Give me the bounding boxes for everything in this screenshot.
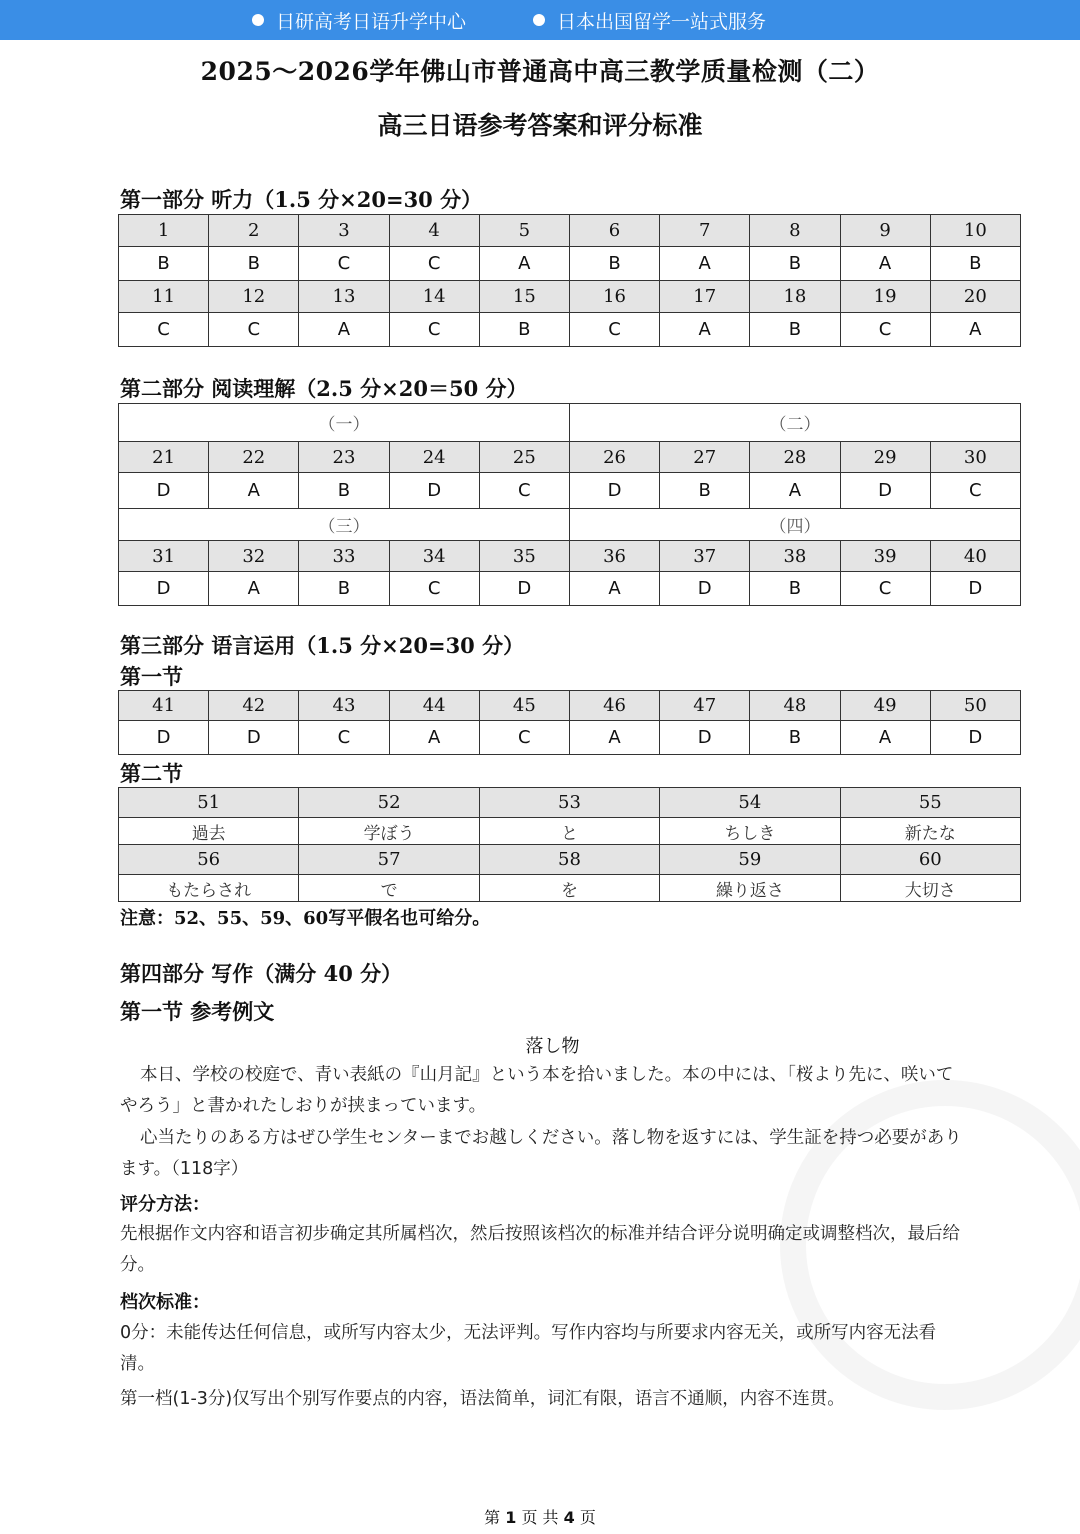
question-number: 4 (389, 215, 479, 247)
banner-item-left (252, 0, 466, 40)
answer-cell: D (119, 473, 209, 509)
answer-cell: B (209, 247, 299, 281)
question-number: 37 (660, 541, 750, 572)
answer-cell: と (479, 818, 659, 845)
answer-cell: もたらされ (119, 875, 299, 902)
part1-answer-table (118, 214, 1021, 347)
question-number: 55 (840, 788, 1020, 818)
answer-cell: A (930, 313, 1020, 347)
answer-cell: C (840, 572, 930, 606)
answer-cell: C (569, 313, 659, 347)
part4-heading: 第四部分 写作（满分 40 分） (120, 961, 403, 986)
answer-cell: B (479, 313, 569, 347)
answer-cell: 過去 (119, 818, 299, 845)
question-number: 23 (299, 442, 389, 473)
answer-cell: A (660, 247, 750, 281)
question-number: 7 (660, 215, 750, 247)
banner-left-text: 日研高考日语升学中心 (276, 10, 467, 33)
question-number: 48 (750, 691, 840, 721)
total-page-number: 4 (563, 1508, 575, 1527)
answer-cell: B (660, 473, 750, 509)
answer-cell: D (930, 572, 1020, 606)
question-number: 38 (750, 541, 840, 572)
question-number: 53 (479, 788, 659, 818)
answer-cell: で (299, 875, 479, 902)
part3-section1-table (118, 690, 1021, 755)
banner-right-text: 日本出国留学一站式服务 (557, 10, 767, 33)
answer-cell: D (840, 473, 930, 509)
part1-heading: 第一部分 听力（1.5 分×20=30 分） (120, 187, 483, 212)
question-number: 21 (119, 442, 209, 473)
part2-answer-table (118, 403, 1021, 606)
answer-cell: C (119, 313, 209, 347)
answer-cell: B (750, 247, 840, 281)
question-number: 10 (930, 215, 1020, 247)
passage-group-label: （四） (569, 509, 1020, 541)
answer-cell: D (389, 473, 479, 509)
answer-cell: B (119, 247, 209, 281)
question-number: 34 (389, 541, 479, 572)
banner-item-right (533, 0, 766, 40)
footer-middle: 页 共 (521, 1508, 559, 1527)
answer-cell: A (569, 572, 659, 606)
scoring-method-text: 先根据作文内容和语言初步确定其所属档次，然后按照该档次的标准并结合评分说明确定或调整档次，最后给分。 (120, 1224, 960, 1275)
document-title: 2025～2026学年佛山市普通高中高三教学质量检测（二） (200, 57, 880, 86)
question-number: 20 (930, 281, 1020, 313)
answer-cell: C (209, 313, 299, 347)
table-row (119, 473, 1021, 509)
question-number: 51 (119, 788, 299, 818)
table-row (119, 313, 1021, 347)
question-number: 52 (299, 788, 479, 818)
part3-heading: 第三部分 语言运用（1.5 分×20=30 分） (120, 633, 525, 658)
question-number: 54 (660, 788, 840, 818)
answer-cell: C (479, 473, 569, 509)
table-row (119, 541, 1021, 572)
question-number: 17 (660, 281, 750, 313)
question-number: 2 (209, 215, 299, 247)
answer-cell: 大切さ (840, 875, 1020, 902)
table-row (119, 509, 1021, 541)
table-row (119, 247, 1021, 281)
answer-cell: C (389, 247, 479, 281)
table-row (119, 875, 1021, 902)
question-number: 41 (119, 691, 209, 721)
question-number: 45 (479, 691, 569, 721)
answer-cell: B (569, 247, 659, 281)
scoring-note: 注意：52、55、59、60写平假名也可给分。 (120, 908, 491, 929)
answer-cell: B (299, 473, 389, 509)
question-number: 44 (389, 691, 479, 721)
part4-section1-heading: 第一节 参考例文 (120, 999, 275, 1024)
question-number: 42 (209, 691, 299, 721)
answer-cell: C (930, 473, 1020, 509)
answer-cell: A (389, 721, 479, 755)
question-number: 46 (569, 691, 659, 721)
answer-cell: A (569, 721, 659, 755)
answer-cell: A (479, 247, 569, 281)
question-number: 16 (569, 281, 659, 313)
question-number: 32 (209, 541, 299, 572)
top-banner (0, 0, 1080, 40)
answer-cell: C (299, 721, 389, 755)
question-number: 9 (840, 215, 930, 247)
table-row (119, 281, 1021, 313)
question-number: 8 (750, 215, 840, 247)
answer-cell: ちしき (660, 818, 840, 845)
question-number: 60 (840, 845, 1020, 875)
answer-cell: B (299, 572, 389, 606)
question-number: 26 (569, 442, 659, 473)
essay-title: 落し物 (525, 1036, 580, 1057)
scoring-method-label: 评分方法： (120, 1194, 210, 1215)
answer-cell: A (660, 313, 750, 347)
question-number: 5 (479, 215, 569, 247)
question-number: 47 (660, 691, 750, 721)
part3-section1-heading: 第一节 (120, 664, 183, 689)
answer-cell: 新たな (840, 818, 1020, 845)
table-row (119, 845, 1021, 875)
answer-cell: D (660, 721, 750, 755)
question-number: 3 (299, 215, 389, 247)
answer-cell: を (479, 875, 659, 902)
document-subtitle: 高三日语参考答案和评分标准 (377, 111, 703, 140)
answer-cell: 繰り返さ (660, 875, 840, 902)
question-number: 1 (119, 215, 209, 247)
question-number: 33 (299, 541, 389, 572)
answer-cell: D (119, 572, 209, 606)
answer-cell: B (930, 247, 1020, 281)
answer-cell: 学ぼう (299, 818, 479, 845)
question-number: 15 (479, 281, 569, 313)
bullet-icon (252, 14, 264, 26)
part2-heading: 第二部分 阅读理解（2.5 分×20＝50 分） (120, 376, 528, 401)
page-footer (0, 1505, 1080, 1528)
part3-section2-heading: 第二节 (120, 761, 183, 786)
table-row (119, 215, 1021, 247)
question-number: 43 (299, 691, 389, 721)
answer-cell: A (840, 721, 930, 755)
grade-1-text: 第一档(1-3分)仅写出个别写作要点的内容，语法简单，词汇有限，语言不通顺，内容不连贯。 (120, 1389, 845, 1409)
question-number: 30 (930, 442, 1020, 473)
question-number: 19 (840, 281, 930, 313)
answer-cell: D (209, 721, 299, 755)
footer-prefix: 第 (484, 1508, 501, 1527)
question-number: 6 (569, 215, 659, 247)
question-number: 59 (660, 845, 840, 875)
question-number: 24 (389, 442, 479, 473)
essay-paragraph: 心当たりのある方はぜひ学生センターまでお越しください。落し物を返すには、学生証を持つ必要があります。（118字） (120, 1128, 962, 1179)
answer-cell: A (299, 313, 389, 347)
passage-group-label: （三） (119, 509, 570, 541)
grade-criteria-label: 档次标准： (120, 1292, 210, 1313)
question-number: 56 (119, 845, 299, 875)
question-number: 58 (479, 845, 659, 875)
passage-group-label: （二） (569, 404, 1020, 442)
question-number: 29 (840, 442, 930, 473)
question-number: 28 (750, 442, 840, 473)
table-row (119, 404, 1021, 442)
answer-cell: C (840, 313, 930, 347)
table-row (119, 442, 1021, 473)
current-page-number: 1 (505, 1508, 517, 1527)
passage-group-label: （一） (119, 404, 570, 442)
answer-cell: C (389, 313, 479, 347)
question-number: 25 (479, 442, 569, 473)
answer-cell: B (750, 721, 840, 755)
question-number: 14 (389, 281, 479, 313)
question-number: 18 (750, 281, 840, 313)
answer-cell: A (209, 473, 299, 509)
table-row (119, 572, 1021, 606)
table-row (119, 788, 1021, 818)
question-number: 40 (930, 541, 1020, 572)
table-row (119, 691, 1021, 721)
answer-cell: A (209, 572, 299, 606)
answer-cell: D (119, 721, 209, 755)
answer-cell: A (840, 247, 930, 281)
part3-section2-table (118, 787, 1021, 902)
question-number: 39 (840, 541, 930, 572)
question-number: 22 (209, 442, 299, 473)
question-number: 11 (119, 281, 209, 313)
table-row (119, 721, 1021, 755)
answer-cell: B (750, 313, 840, 347)
answer-cell: D (930, 721, 1020, 755)
question-number: 31 (119, 541, 209, 572)
answer-cell: D (569, 473, 659, 509)
answer-cell: D (479, 572, 569, 606)
question-number: 27 (660, 442, 750, 473)
question-number: 13 (299, 281, 389, 313)
question-number: 50 (930, 691, 1020, 721)
table-row (119, 818, 1021, 845)
footer-suffix: 页 (579, 1508, 596, 1527)
question-number: 49 (840, 691, 930, 721)
question-number: 35 (479, 541, 569, 572)
question-number: 12 (209, 281, 299, 313)
answer-cell: A (750, 473, 840, 509)
grade-0-text: 0分：未能传达任何信息，或所写内容太少，无法评判。写作内容均与所要求内容无关，或所写内容无法看清。 (120, 1323, 937, 1374)
answer-cell: C (479, 721, 569, 755)
question-number: 57 (299, 845, 479, 875)
answer-cell: B (750, 572, 840, 606)
answer-cell: C (299, 247, 389, 281)
essay-paragraph: 本日、学校の校庭で、青い表紙の『山月記』という本を拾いました。本の中には、「桜より先に、咲いてやろう」と書かれたしおりが挟まっています。 (120, 1065, 954, 1116)
answer-cell: C (389, 572, 479, 606)
answer-cell: D (660, 572, 750, 606)
question-number: 36 (569, 541, 659, 572)
bullet-icon (533, 14, 545, 26)
